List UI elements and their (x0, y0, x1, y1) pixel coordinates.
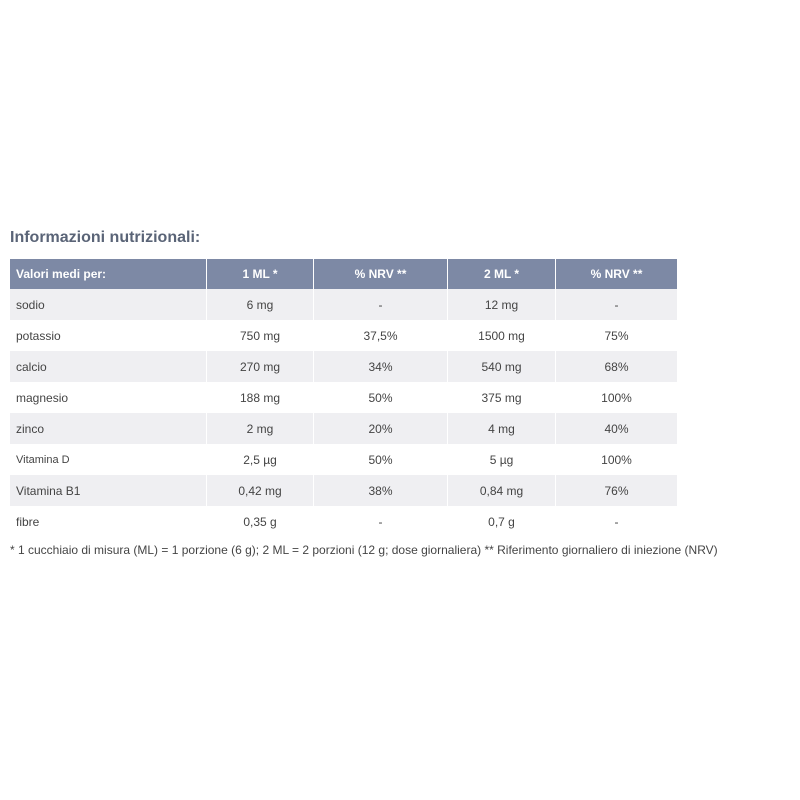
table-row (10, 506, 677, 537)
nutrient-name: fibre (10, 506, 207, 537)
value-2ml: 0,84 mg (448, 475, 556, 506)
header-1ml: 1 ML * (207, 259, 314, 289)
value-2ml: 1500 mg (448, 320, 556, 351)
nutrient-name: calcio (10, 351, 207, 382)
nrv-2ml: 76% (556, 475, 677, 506)
value-1ml: 270 mg (207, 351, 314, 382)
value-2ml: 540 mg (448, 351, 556, 382)
nrv-2ml: 40% (556, 413, 677, 444)
nutrient-name: Vitamina B1 (10, 475, 207, 506)
nrv-2ml: - (556, 506, 677, 537)
nutrient-name: potassio (10, 320, 207, 351)
value-2ml: 4 mg (448, 413, 556, 444)
nutrition-table (10, 259, 677, 537)
nrv-1ml: - (314, 506, 448, 537)
nrv-1ml: 50% (314, 444, 448, 475)
value-2ml: 5 µg (448, 444, 556, 475)
nrv-1ml: - (314, 289, 448, 320)
value-1ml: 750 mg (207, 320, 314, 351)
header-nrv-1ml: % NRV ** (314, 259, 448, 289)
value-1ml: 6 mg (207, 289, 314, 320)
nrv-1ml: 37,5% (314, 320, 448, 351)
table-row (10, 413, 677, 444)
table-row (10, 444, 677, 475)
value-1ml: 188 mg (207, 382, 314, 413)
section-title: Informazioni nutrizionali: (10, 229, 201, 246)
nrv-2ml: 68% (556, 351, 677, 382)
table-header-row (10, 259, 677, 289)
nrv-2ml: 100% (556, 382, 677, 413)
header-2ml: 2 ML * (448, 259, 556, 289)
value-1ml: 0,42 mg (207, 475, 314, 506)
nutrient-name: sodio (10, 289, 207, 320)
nrv-2ml: 100% (556, 444, 677, 475)
nrv-1ml: 38% (314, 475, 448, 506)
header-values-per: Valori medi per: (10, 259, 207, 289)
value-1ml: 2,5 µg (207, 444, 314, 475)
value-1ml: 0,35 g (207, 506, 314, 537)
table-row (10, 320, 677, 351)
value-1ml: 2 mg (207, 413, 314, 444)
table-row (10, 351, 677, 382)
table-row (10, 475, 677, 506)
table-row (10, 289, 677, 320)
header-nrv-2ml: % NRV ** (556, 259, 677, 289)
nrv-1ml: 34% (314, 351, 448, 382)
nutrient-name: zinco (10, 413, 207, 444)
footnote: * 1 cucchiaio di misura (ML) = 1 porzione (6 g); 2 ML = 2 porzioni (12 g; dose giornaliera) ** Riferimento giornaliero di iniezione (NRV) (10, 543, 718, 557)
value-2ml: 375 mg (448, 382, 556, 413)
nrv-1ml: 50% (314, 382, 448, 413)
nutrient-name: magnesio (10, 382, 207, 413)
nrv-2ml: - (556, 289, 677, 320)
table-row (10, 382, 677, 413)
value-2ml: 12 mg (448, 289, 556, 320)
nutrient-name: Vitamina D (10, 444, 207, 475)
value-2ml: 0,7 g (448, 506, 556, 537)
nrv-1ml: 20% (314, 413, 448, 444)
nrv-2ml: 75% (556, 320, 677, 351)
